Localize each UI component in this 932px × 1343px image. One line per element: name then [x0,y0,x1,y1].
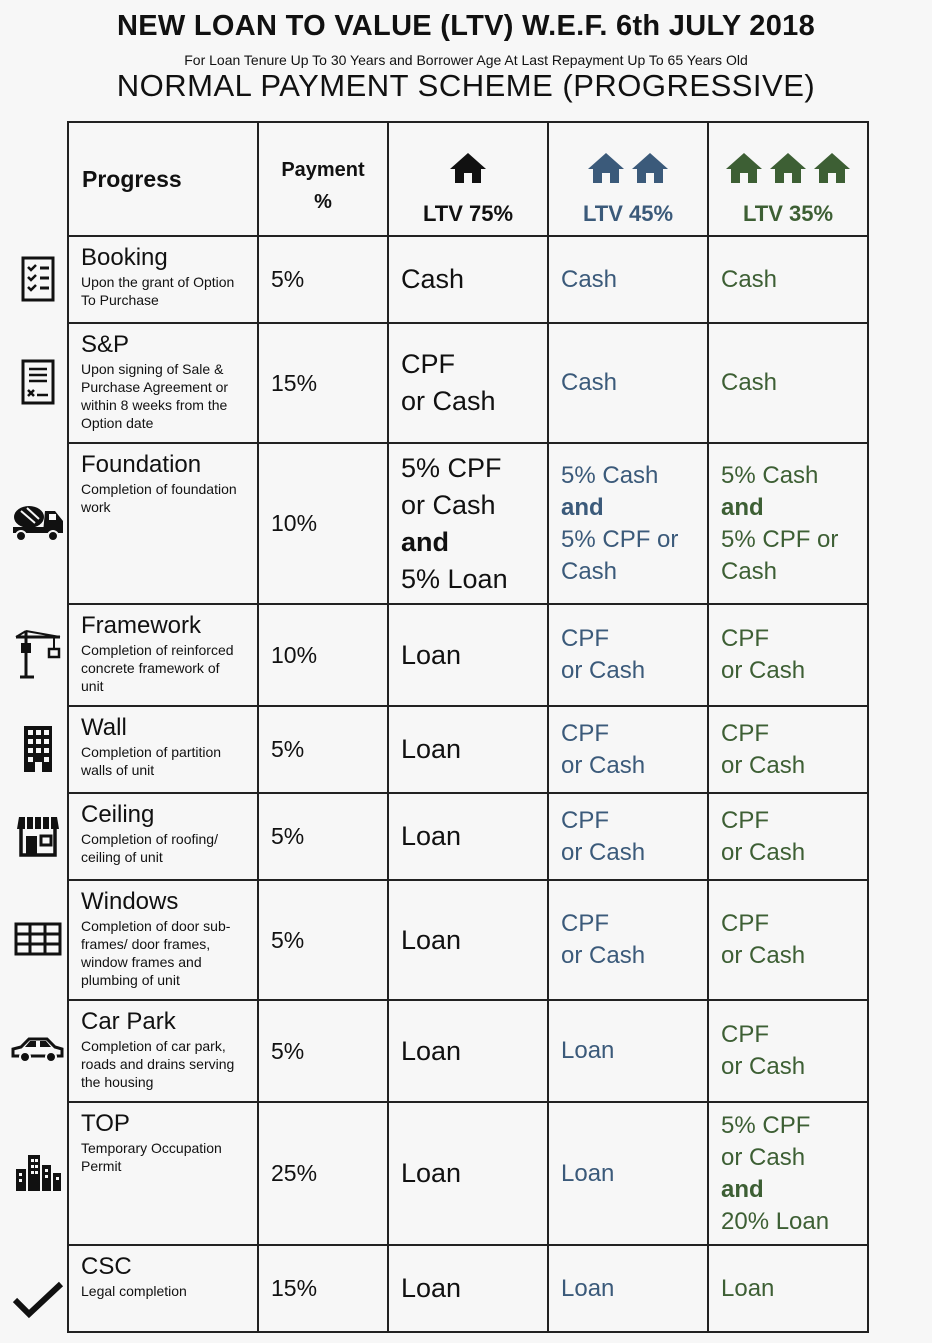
stage-cell [68,443,258,604]
ltv45-line: or Cash [561,942,646,969]
table-row [68,443,868,604]
stage-description: Completion of foundation work [81,481,237,515]
car-icon [10,1026,66,1074]
ltv45-line: CPF [561,719,609,747]
ltv35-line: CPF [721,910,769,937]
ltv75-cell [388,793,548,880]
ltv35-line: Cash [721,265,778,293]
stage-cell [68,1000,258,1102]
ltv45-line: CPF [561,625,609,652]
stage-description: Completion of roofing/ ceiling of unit [81,831,218,865]
header-row [68,122,868,236]
ltv45-cell [548,793,708,880]
payment-percent: 15% [258,1245,388,1332]
ltv35-line: Cash [721,557,778,585]
stage-description: Completion of car park, roads and drains serving the housing [81,1038,235,1090]
stage-description: Completion of reinforced concrete framework of unit [81,642,234,694]
ltv35-cell [708,1000,868,1102]
ltv45-cell [548,236,708,323]
stage-description: Completion of partition walls of unit [81,744,222,778]
table-row [68,880,868,1000]
ltv75-cell [388,706,548,793]
ltv45-line: 5% CPF or [561,525,679,553]
ltv75-line: Loan [401,1158,462,1188]
stage-cell [68,793,258,880]
stage-name: Booking [81,244,168,271]
stage-name: Foundation [81,451,202,478]
ltv35-line: CPF [721,1021,769,1048]
table-row [68,793,868,880]
stage-name: S&P [81,331,130,358]
stage-description: Temporary Occupation Permit [81,1140,222,1174]
header-ltv45-label: LTV 45% [582,201,674,226]
ltv45-line: Cash [561,369,618,396]
ltv45-cell [548,443,708,604]
ltv35-cell [708,604,868,706]
header-payment-unit: % [314,191,332,213]
table-row [68,1245,868,1332]
stage-description: Legal completion [81,1283,187,1299]
payment-percent: 5% [258,1000,388,1102]
ltv35-line: Cash [721,369,778,396]
stage-cell [68,706,258,793]
payment-percent: 10% [258,604,388,706]
table-row [68,323,868,443]
ltv75-line: and [401,526,450,557]
ltv35-line: CPF [721,625,769,652]
house-icon [401,151,535,185]
ltv75-cell [388,880,548,1000]
ltv75-line: 5% Loan [401,563,508,594]
ltv45-line: or Cash [561,657,646,684]
ltv75-cell [388,604,548,706]
ltv75-line: Loan [401,1035,462,1066]
header-payment-label: Payment [281,159,365,181]
stage-name: TOP [81,1110,130,1137]
three-houses-icon [721,151,855,185]
stage-cell [68,880,258,1000]
stage-cell [68,1102,258,1245]
ltv45-line: Cash [561,557,618,585]
ltv75-line: or Cash [401,489,496,520]
ltv35-line: or Cash [721,942,806,969]
cement-mixer-icon [10,499,66,547]
stage-name: Framework [81,612,202,639]
header-ltv75-label: LTV 75% [422,201,514,226]
stage-description: Completion of door sub-frames/ door frames, window frames and plumbing of unit [81,918,231,988]
header-ltv75 [388,122,548,236]
stage-name: Wall [81,714,127,741]
ltv35-cell [708,1245,868,1332]
page-subtitle: For Loan Tenure Up To 30 Years and Borrower Age At Last Repayment Up To 65 Years Old [184,52,748,68]
ltv45-line: CPF [561,806,609,834]
ltv75-cell [388,323,548,443]
ltv45-cell [548,1245,708,1332]
ltv35-line: and [721,493,764,521]
stage-description: Upon the grant of Option To Purchase [81,274,235,308]
stage-name: CSC [81,1253,132,1280]
window-grid-icon [10,915,66,963]
ltv75-cell [388,443,548,604]
ltv75-line: CPF [401,349,455,379]
ltv45-line: and [561,493,604,521]
ltv35-cell [708,706,868,793]
ltv35-line: 5% CPF [721,1111,811,1139]
payment-percent: 15% [258,323,388,443]
payment-percent: 5% [258,236,388,323]
crane-icon [10,630,66,678]
ltv75-line: 5% CPF [401,452,502,483]
ltv45-cell [548,706,708,793]
ltv35-line: 5% CPF or [721,525,839,553]
ltv45-line: CPF [561,910,609,937]
ltv35-line: or Cash [721,838,806,866]
header-progress: Progress [68,122,258,236]
ltv35-cell [708,880,868,1000]
ltv45-line: Cash [561,265,618,293]
ltv35-line: 20% Loan [721,1207,830,1235]
ltv45-cell [548,880,708,1000]
ltv45-line: or Cash [561,751,646,779]
ltv75-line: Cash [401,264,465,294]
checkmark-icon [10,1276,66,1324]
stage-name: Windows [81,888,179,915]
table-row [68,236,868,323]
ltv35-cell [708,323,868,443]
stage-description: Upon signing of Sale & Purchase Agreement or within 8 weeks from the Option date [81,361,229,431]
ltv35-cell [708,1102,868,1245]
ltv35-line: CPF [721,806,769,834]
city-icon [10,1149,66,1197]
ltv35-line: Loan [721,1274,775,1302]
stage-name: Car Park [81,1008,176,1035]
ltv45-line: or Cash [561,838,646,866]
page-title: NEW LOAN TO VALUE (LTV) W.E.F. 6th JULY 2018 [116,10,816,42]
ltv75-cell [388,1102,548,1245]
stage-name: Ceiling [81,801,155,828]
storefront-icon [10,812,66,860]
header-payment [258,122,388,236]
ltv35-cell [708,443,868,604]
ltv75-line: Loan [401,639,462,670]
table-row [68,706,868,793]
contract-icon [10,358,66,406]
building-icon [10,725,66,773]
ltv75-line: Loan [401,734,462,764]
ltv45-line: Loan [561,1037,615,1064]
ltv45-cell [548,1102,708,1245]
ltv35-line: or Cash [721,751,806,779]
scheme-title: NORMAL PAYMENT SCHEME (PROGRESSIVE) [116,68,816,103]
ltv45-line: Loan [561,1159,615,1187]
payment-percent: 5% [258,706,388,793]
payment-percent: 5% [258,880,388,1000]
ltv75-line: or Cash [401,386,496,416]
table-row [68,1000,868,1102]
ltv75-line: Loan [401,1273,462,1303]
ltv75-line: Loan [401,821,462,851]
ltv45-cell [548,323,708,443]
ltv-payment-table [67,121,869,1333]
payment-percent: 5% [258,793,388,880]
payment-percent: 10% [258,443,388,604]
header-ltv35-label: LTV 35% [742,201,834,226]
header-ltv35 [708,122,868,236]
stage-cell [68,236,258,323]
ltv45-line: 5% Cash [561,461,659,489]
ltv75-line: Loan [401,924,462,955]
checklist-icon [10,255,66,303]
table-row [68,604,868,706]
ltv35-line: and [721,1175,764,1203]
ltv35-cell [708,793,868,880]
ltv35-line: 5% Cash [721,461,819,489]
table-row [68,1102,868,1245]
two-houses-icon [561,151,695,185]
ltv75-cell [388,1000,548,1102]
ltv35-line: or Cash [721,657,806,684]
ltv75-cell [388,1245,548,1332]
payment-percent: 25% [258,1102,388,1245]
ltv35-line: CPF [721,719,769,747]
ltv45-cell [548,1000,708,1102]
ltv45-line: Loan [561,1274,615,1302]
stage-cell [68,323,258,443]
stage-cell [68,1245,258,1332]
ltv75-cell [388,236,548,323]
ltv35-line: or Cash [721,1143,806,1171]
header-ltv45 [548,122,708,236]
ltv35-cell [708,236,868,323]
ltv35-line: or Cash [721,1053,806,1080]
ltv45-cell [548,604,708,706]
stage-cell [68,604,258,706]
